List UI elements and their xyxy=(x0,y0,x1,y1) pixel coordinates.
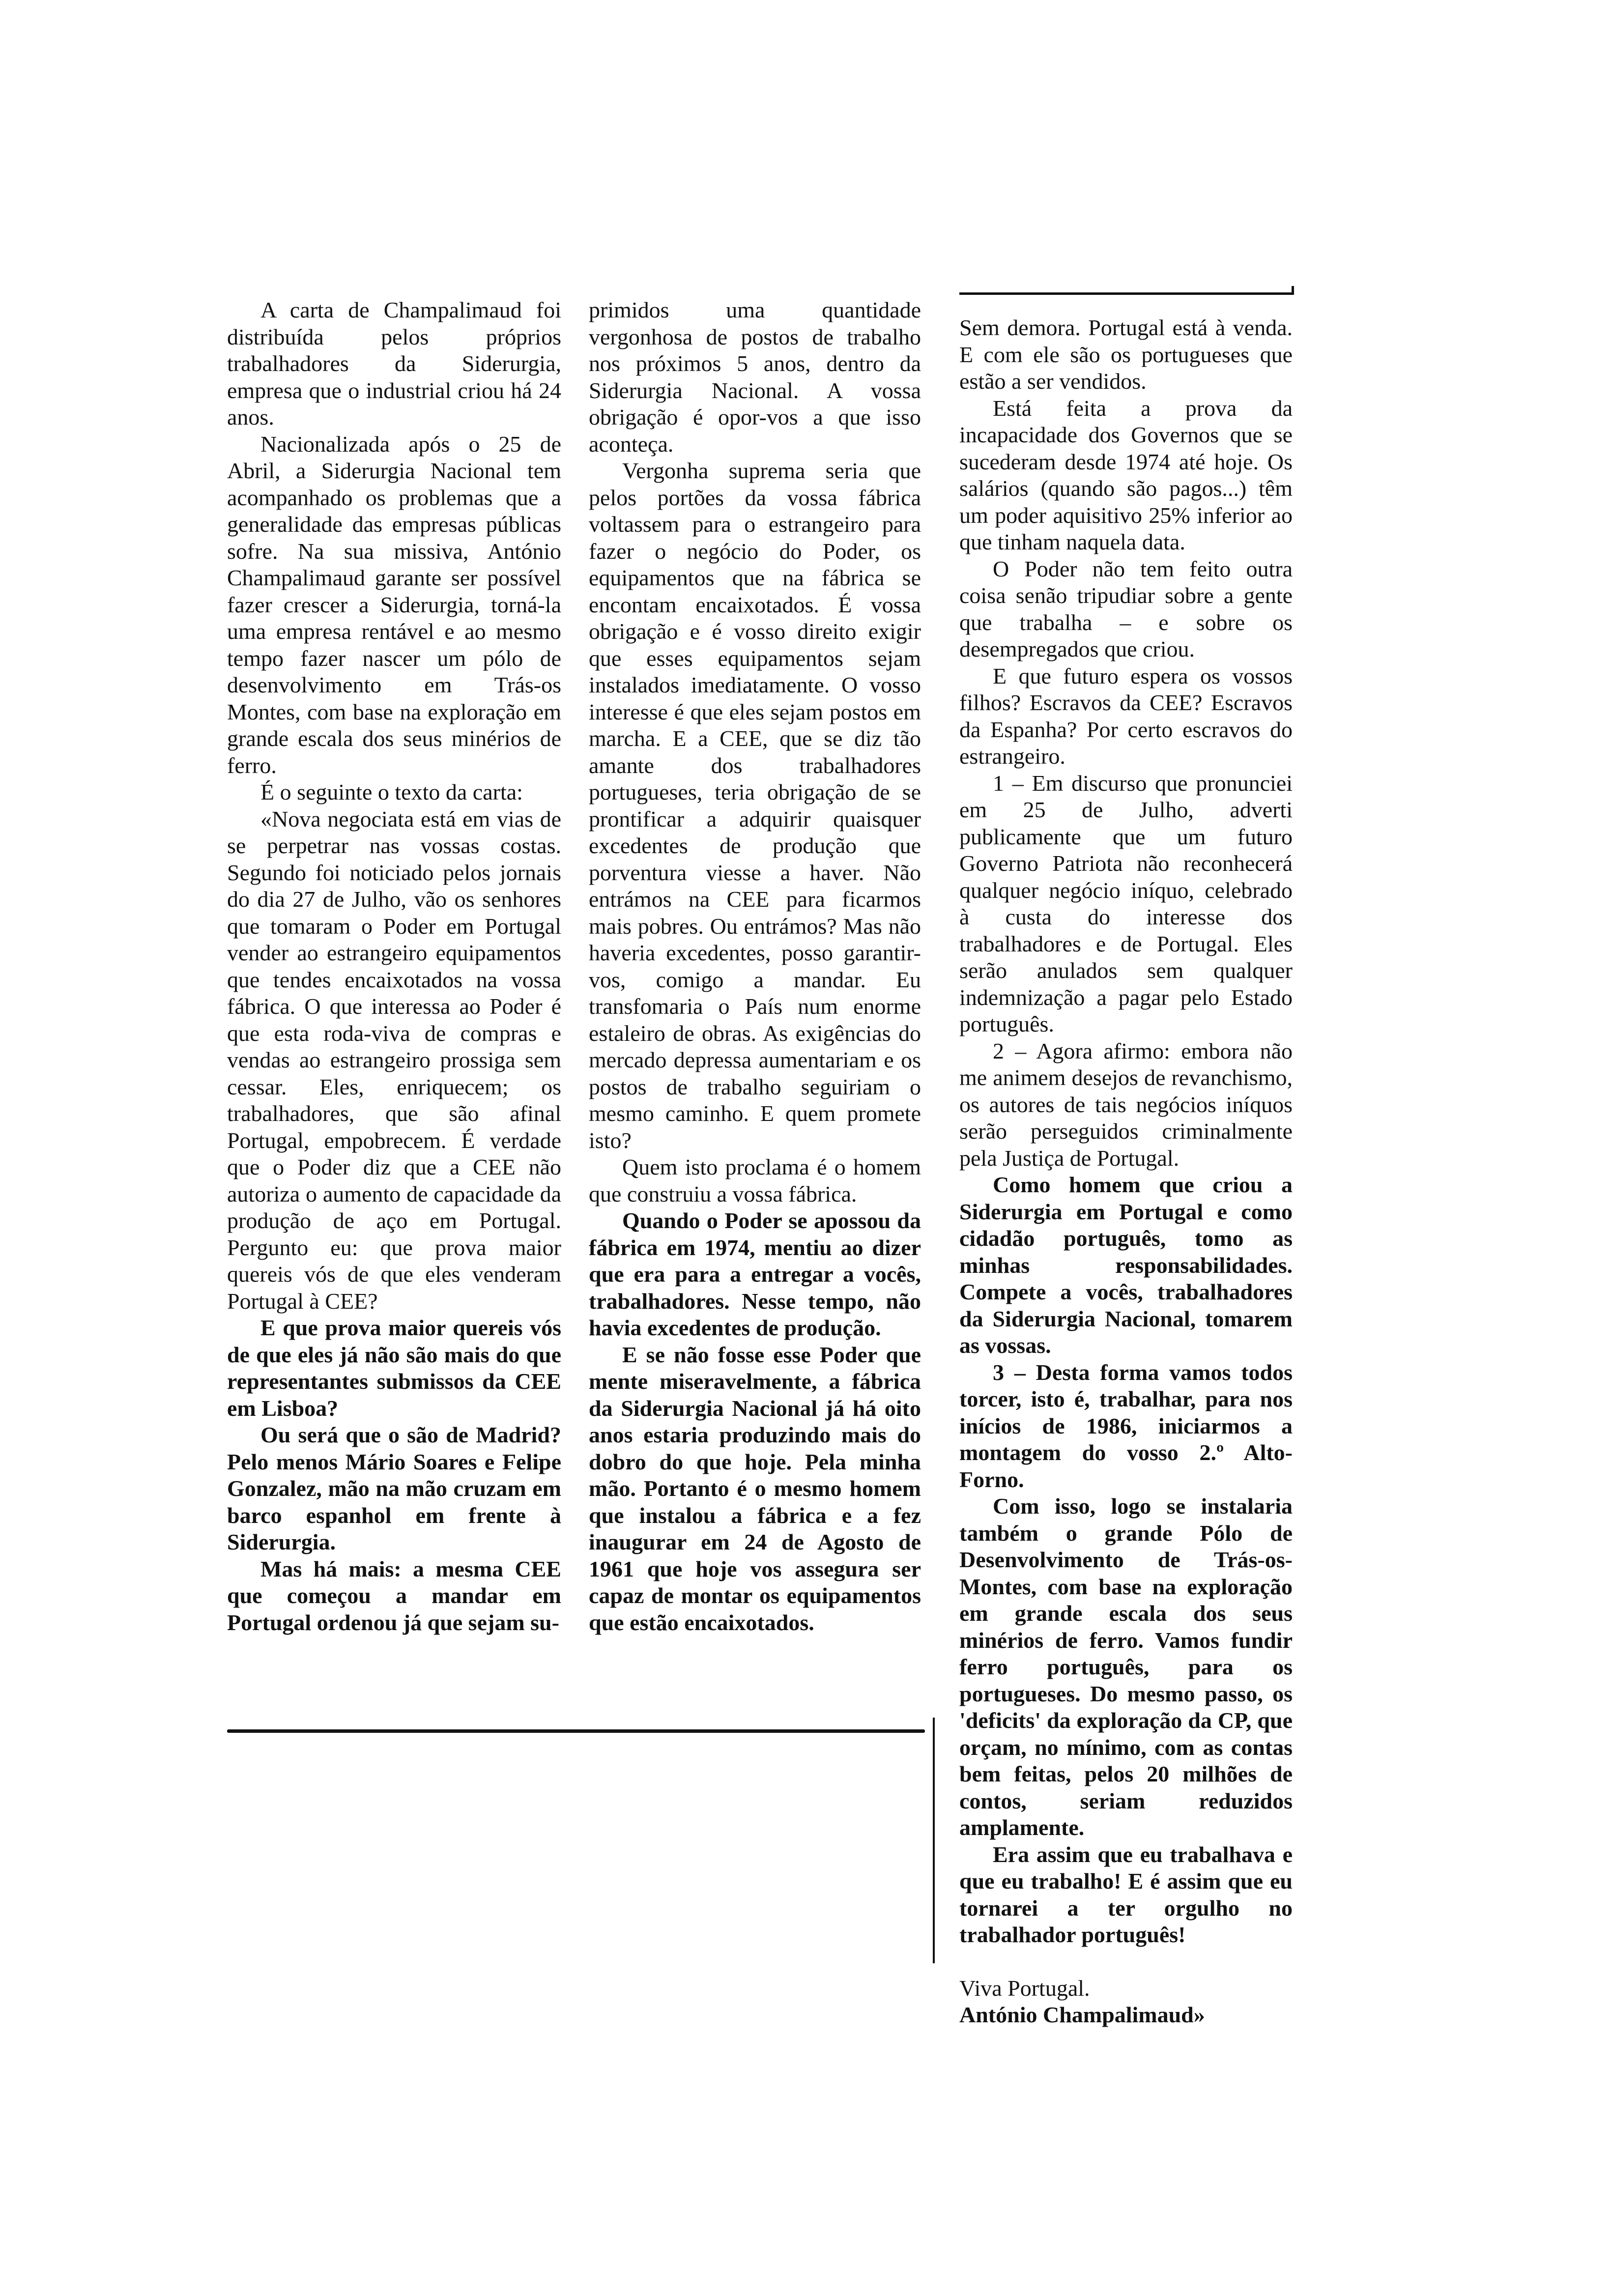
paragraph: E que futuro espera os vossos filhos? Escravos da CEE? Escravos da Espanha? Por certo escravos do estrangeiro. xyxy=(959,663,1293,769)
paragraph: E se não fosse esse Poder que mente miseravelmente, a fábrica da Siderurgia Nacional já há oito anos estaria produzindo mais do dobro do que hoje. Pela minha mão. Portanto é o mesmo homem que instalou a fábrica e a fez inaugurar em 24 de Agosto de 1961 que hoje vos assegura ser capaz de montar os equipamentos que estão encaixotados. xyxy=(589,1342,921,1635)
paragraph: Com isso, logo se instalaria também o grande Pólo de Desenvolvimento de Trás-os-Montes, com base na exploração em grande escala dos seus minérios de ferro. Vamos fundir ferro português, para os portugueses. Do mesmo passo, os 'deficits' da exploração da CP, que orçam, no mínimo, com as contas bem feitas, pelos 20 milhões de contos, seriam reduzidos amplamente. xyxy=(959,1493,1293,1840)
paragraph: 3 – Desta forma vamos todos torcer, isto é, trabalhar, para nos inícios de 1986, iniciarmos a montagem do vosso 2.º Alto-Forno. xyxy=(959,1359,1293,1492)
paragraph: Quem isto proclama é o homem que construiu a vossa fábrica. xyxy=(589,1154,921,1206)
column-divider-line xyxy=(933,1718,935,1963)
paragraph: Quando o Poder se apossou da fábrica em 1974, mentiu ao dizer que era para a entregar a vocês, trabalhadores. Nesse tempo, não havia excedentes de produção. xyxy=(589,1208,921,1340)
article-column-1 xyxy=(227,297,561,1636)
paragraph: «Nova negociata está em vias de se perpetrar nas vossas costas. Segundo foi noticiado pelos jornais do dia 27 de Julho, vão os senhores que tomaram o Poder em Portugal vender ao estrangeiro equipamentos que tendes encaixotados na vossa fábrica. O que interessa ao Poder é que esta roda-viva de compras e vendas ao estrangeiro prossiga sem cessar. Eles, enriquecem; os trabalhadores, que são afinal Portugal, empobrecem. É verdade que o Poder diz que a CEE não autoriza o aumento de capacidade da produção de aço em Portugal. Pergunto eu: que prova maior quereis vós de que eles venderam Portugal à CEE? xyxy=(227,806,561,1314)
paragraph: Vergonha suprema seria que pelos portões da vossa fábrica voltassem para o estrangeiro para fazer o negócio do Poder, os equipamentos que na fábrica se encontam encaixotados. É vossa obrigação e é vosso direito exigir que esses equipamentos sejam instalados imediatamente. O vosso interesse é que eles sejam postos em marcha. E a CEE, que se diz tão amante dos trabalhadores portugueses, teria obrigação de se prontificar a adquirir quaisquer excedentes de produção que porventura viesse a haver. Não entrámos na CEE para ficarmos mais pobres. Ou entrámos? Mas não haveria excedentes, posso garantir-vos, comigo a mandar. Eu transfomaria o País num enorme estaleiro de obras. As exigências do mercado depressa aumentariam e os postos de trabalho seguiriam o mesmo caminho. E quem promete isto? xyxy=(589,458,921,1153)
paragraph: Era assim que eu trabalhava e que eu trabalho! E é assim que eu tornarei a ter orgulho no trabalhador português! xyxy=(959,1841,1293,1947)
paragraph: É o seguinte o texto da carta: xyxy=(260,779,523,804)
paragraph: Nacionalizada após o 25 de Abril, a Siderurgia Nacional tem acompanhado os problemas que a generalidade das empresas públicas sofre. Na sua missiva, António Champalimaud garante ser possível fazer crescer a Siderurgia, torná-la uma empresa rentável e ao mesmo tempo fazer nascer um pólo de desenvolvimento em Trás-os Montes, com base na exploração em grande escala dos seus minérios de ferro. xyxy=(227,431,561,778)
paragraph: O Poder não tem feito outra coisa senão tripudiar sobre a gente que trabalha – e sobre os desempregados que criou. xyxy=(959,556,1293,661)
paragraph: 2 – Agora afirmo: embora não me animem desejos de revanchismo, os autores de tais negócios iníquos serão perseguidos criminalmente pela Justiça de Portugal. xyxy=(959,1038,1293,1171)
paragraph: primidos uma quantidade vergonhosa de postos de trabalho nos próximos 5 anos, dentro da Siderurgia Nacional. A vossa obrigação é opor-vos a que isso aconteça. xyxy=(589,297,921,457)
article-column-3 xyxy=(959,315,1293,2029)
paragraph: Sem demora. Portugal está à venda. E com ele são os portugueses que estão a ser vendidos. xyxy=(959,315,1293,394)
column-top-rule xyxy=(959,292,1294,295)
paragraph: Como homem que criou a Siderurgia em Portugal e como cidadão português, tomo as minhas responsabilidades. Compete a vocês, trabalhadores da Siderurgia Nacional, tomarem as vossas. xyxy=(959,1172,1293,1358)
signature: António Champalimaud» xyxy=(959,2002,1205,2027)
article-column-2 xyxy=(589,297,921,1636)
paragraph: Mas há mais: a mesma CEE que começou a mandar em Portugal ordenou já que sejam su- xyxy=(227,1556,561,1635)
column-bottom-rule xyxy=(227,1729,925,1733)
paragraph: A carta de Champalimaud foi distribuída pelos próprios trabalhadores da Siderurgia, empresa que o industrial criou há 24 anos. xyxy=(227,297,561,430)
paragraph: E que prova maior quereis vós de que eles já não são mais do que representantes submissos da CEE em Lisboa? xyxy=(227,1315,561,1421)
rule-tick xyxy=(1292,286,1294,295)
closing-line: Viva Portugal. xyxy=(959,1975,1090,2001)
paragraph: Está feita a prova da incapacidade dos Governos que se sucederam desde 1974 até hoje. Os salários (quando são pagos...) têm um poder aquisitivo 25% inferior ao que tinham naquela data. xyxy=(959,395,1293,554)
paragraph: Ou será que o são de Madrid? Pelo menos Mário Soares e Felipe Gonzalez, mão na mão cruzam em barco espanhol em frente à Siderurgia. xyxy=(227,1422,561,1554)
paragraph: 1 – Em discurso que pronunciei em 25 de Julho, adverti publicamente que um futuro Governo Patriota não reconhecerá qualquer negócio iníquo, celebrado à custa do interesse dos trabalhadores e de Portugal. Eles serão anulados sem qualquer indemnização a pagar pelo Estado português. xyxy=(959,770,1293,1036)
